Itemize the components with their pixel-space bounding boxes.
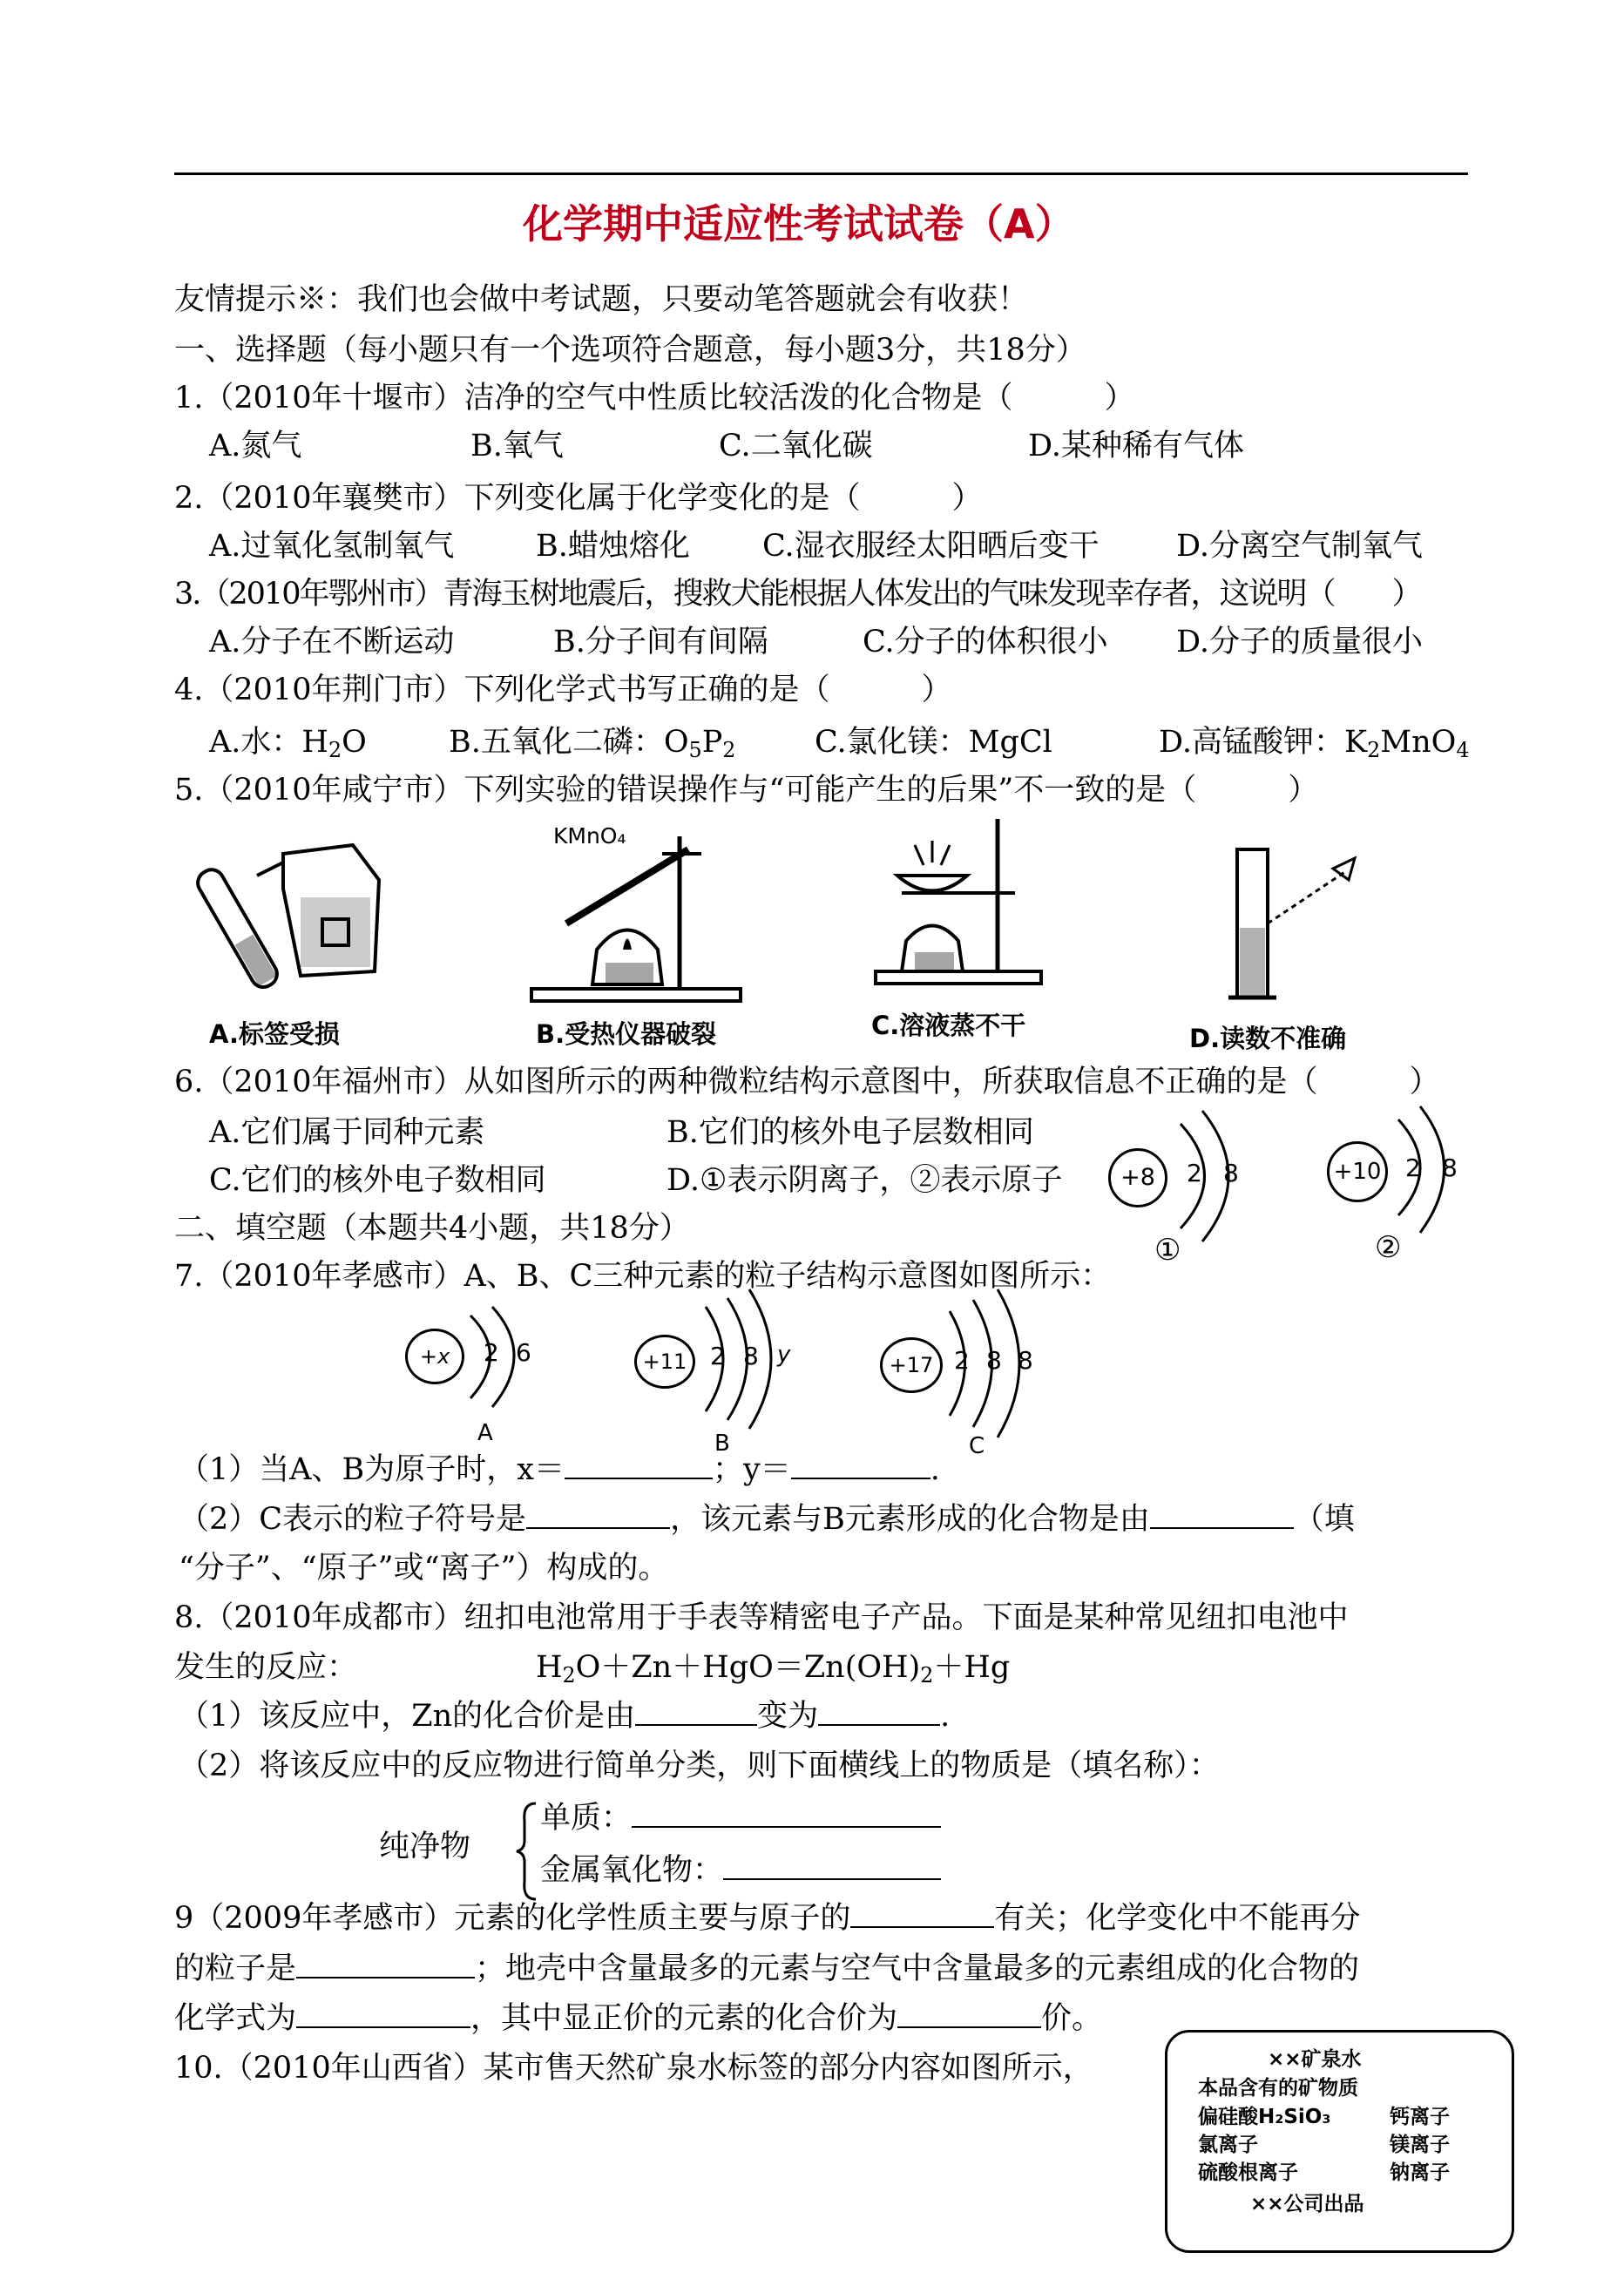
label-subtitle: 本品含有的矿物质 — [1198, 2077, 1358, 2100]
q1-option-c: C.二氧化碳 — [719, 429, 873, 463]
q8-metal-oxide-blank[interactable] — [723, 1878, 941, 1880]
q7-atomB-label: B — [714, 1431, 730, 1457]
q9-blank-2[interactable] — [296, 1977, 475, 1978]
section-2-heading: 二、填空题（本题共4小题，共18分） — [174, 1211, 690, 1246]
q4-stem: 4.（2010年荆门市）下列化学式书写正确的是（ ） — [174, 673, 952, 707]
q6-atom2-shell1: 2 — [1405, 1153, 1421, 1182]
label-company: ××公司出品 — [1250, 2193, 1364, 2215]
q8-pure-substance: 纯净物 — [379, 1830, 471, 1864]
q9-blank-4[interactable] — [897, 2026, 1041, 2028]
q8-part1: （1）该反应中，Zn的化合价是由 变为 . — [179, 1699, 951, 1734]
q4-option-c: C.氯化镁：MgCl — [815, 725, 1052, 760]
q10-stem: 10.（2010年山西省）某市售天然矿泉水标签的部分内容如图所示， — [174, 2051, 1093, 2086]
label-title: ××矿泉水 — [1268, 2048, 1362, 2071]
q6-atom1-nucleus: +8 — [1108, 1148, 1167, 1207]
q8-equation: $H_2O+Zn+HgO=Zn(OH)_2+Hg$ — [536, 1650, 1011, 1688]
q8-stem-cont: 发生的反应： — [174, 1650, 358, 1685]
q7-atomC-label: C — [969, 1433, 985, 1459]
q1-option-b: B.氧气 — [470, 429, 564, 463]
q5-caption-b: B.受热仪器破裂 — [536, 1019, 717, 1049]
q9-line2: 的粒子是 ；地壳中含量最多的元素与空气中含量最多的元素组成的化合物的 — [174, 1951, 1360, 1986]
q2-option-c: C.湿衣服经太阳晒后变干 — [762, 529, 1100, 564]
q7-atomA-nucleus: +x — [405, 1329, 464, 1384]
page-title: 化学期中适应性考试试卷（A） — [523, 200, 1075, 247]
q5-caption-c: C.溶液蒸不干 — [871, 1011, 1026, 1040]
q9-blank-3[interactable] — [296, 2026, 470, 2028]
q6-atom2-shell2: 8 — [1442, 1153, 1458, 1182]
q6-atom1-mark: ① — [1154, 1233, 1181, 1268]
label-item-magnesium: 镁离子 — [1390, 2134, 1450, 2156]
q8-from-blank[interactable] — [635, 1724, 757, 1726]
q5-caption-a: A.标签受损 — [209, 1019, 340, 1049]
q7-atomC-shell3: 8 — [1018, 1346, 1033, 1375]
q7-atomB-shell1: 2 — [710, 1342, 726, 1370]
q3-stem: 3.（2010年鄂州市）青海玉树地震后，搜救犬能根据人体发出的气味发现幸存者，这说明（ ） — [174, 577, 1421, 612]
q3-option-d: D.分子的质量很小 — [1176, 625, 1423, 659]
q7-part2-cont: “分子”、“原子”或“离子”）构成的。 — [179, 1551, 669, 1586]
q7-atomA-label: A — [477, 1420, 493, 1446]
q6-stem: 6.（2010年福州市）从如图所示的两种微粒结构示意图中，所获取信息不正确的是（ ） — [174, 1065, 1440, 1099]
q8-metal-oxide-row: 金属氧化物： — [540, 1851, 941, 1890]
label-item-sulfate: 硫酸根离子 — [1198, 2161, 1298, 2184]
q3-option-a: A.分子在不断运动 — [209, 625, 455, 659]
label-item-calcium: 钙离子 — [1390, 2106, 1450, 2128]
q5-figure-d — [1211, 832, 1385, 1015]
label-item-silicic-acid: 偏硅酸H₂SiO₃ — [1198, 2106, 1331, 2128]
label-item-sodium: 钠离子 — [1390, 2161, 1450, 2184]
q6-option-b: B.它们的核外电子层数相同 — [667, 1115, 1034, 1150]
q6-option-d: D.①表示阴离子，②表示原子 — [667, 1163, 1063, 1198]
q6-atom1-shell2: 8 — [1223, 1159, 1239, 1187]
q6-atom2-mark: ② — [1375, 1230, 1402, 1265]
q8-element-row: 单质： — [540, 1799, 941, 1837]
q5-figure-c — [867, 815, 1050, 989]
q5-kmno4-label: KMnO₄ — [553, 823, 626, 849]
q3-option-b: B.分子间有间隔 — [553, 625, 768, 659]
q8-brace — [514, 1799, 540, 1904]
mineral-water-label — [1165, 2030, 1514, 2253]
q1-option-a: A.氮气 — [209, 429, 302, 463]
q2-option-a: A.过氧化氢制氧气 — [209, 529, 455, 564]
q7-atomB-shell3: y — [777, 1342, 791, 1368]
tip-text: 友情提示※：我们也会做中考试题，只要动笔答题就会有收获！ — [174, 282, 1029, 317]
q8-element-blank[interactable] — [632, 1826, 941, 1828]
q4-option-a: A.水：$H_2O$ — [209, 725, 367, 762]
q8-part2: （2）将该反应中的反应物进行简单分类，则下面横线上的物质是（填名称）： — [179, 1748, 1220, 1783]
q4-option-b: B.五氧化二磷：$O_5P_2$ — [449, 725, 736, 762]
q5-figure-a — [187, 828, 388, 1002]
q5-caption-d: D.读数不准确 — [1189, 1024, 1347, 1053]
q4-option-d: D.高锰酸钾：$K_2MnO_4$ — [1159, 725, 1470, 762]
header-rule — [174, 172, 1468, 175]
q3-option-c: C.分子的体积很小 — [863, 625, 1108, 659]
q7-symbol-blank[interactable] — [526, 1527, 670, 1529]
q7-part1: （1）当A、B为原子时，x＝ ；y＝ . — [179, 1452, 940, 1487]
q9-blank-1[interactable] — [850, 1926, 994, 1928]
q6-option-a: A.它们属于同种元素 — [209, 1115, 485, 1150]
q7-y-blank[interactable] — [791, 1478, 930, 1479]
section-1-heading: 一、选择题（每小题只有一个选项符合题意，每小题3分，共18分） — [174, 333, 1086, 368]
q7-atomC-shell2: 8 — [986, 1346, 1002, 1375]
q7-part2: （2）C表示的粒子符号是 ，该元素与B元素形成的化合物是由 （填 — [179, 1502, 1355, 1537]
q9-line1: 9（2009年孝感市）元素的化学性质主要与原子的 有关；化学变化中不能再分 — [174, 1901, 1361, 1936]
q2-stem: 2.（2010年襄樊市）下列变化属于化学变化的是（ ） — [174, 481, 983, 516]
q2-option-d: D.分离空气制氧气 — [1176, 529, 1423, 564]
q7-atomA-shell1: 2 — [484, 1338, 499, 1367]
q7-x-blank[interactable] — [565, 1478, 713, 1479]
q7-stem: 7.（2010年孝感市）A、B、C三种元素的粒子结构示意图如图所示： — [174, 1259, 1112, 1294]
q7-atomA-shell2: 6 — [516, 1338, 531, 1367]
q6-atom2-nucleus: +10 — [1327, 1141, 1388, 1202]
q5-stem: 5.（2010年咸宁市）下列实验的错误操作与“可能产生的后果”不一致的是（ ） — [174, 773, 1319, 808]
q7-atomB-shell2: 8 — [743, 1342, 759, 1370]
q6-atom1-shell1: 2 — [1187, 1159, 1202, 1187]
q7-atomC-shell1: 2 — [954, 1346, 970, 1375]
q7-atomC-nucleus: +17 — [880, 1337, 943, 1393]
q6-option-c: C.它们的核外电子数相同 — [209, 1163, 546, 1198]
q8-to-blank[interactable] — [818, 1724, 940, 1726]
q8-stem: 8.（2010年成都市）纽扣电池常用于手表等精密电子产品。下面是某种常见纽扣电池中 — [174, 1600, 1349, 1635]
q1-stem: 1.（2010年十堰市）洁净的空气中性质比较活泼的化合物是（ ） — [174, 381, 1135, 416]
q7-composition-blank[interactable] — [1150, 1527, 1294, 1529]
q7-atomB-nucleus: +11 — [634, 1335, 695, 1389]
q9-line3: 化学式为 ，其中显正价的元素的化合价为 价。 — [174, 2001, 1103, 2036]
q1-option-d: D.某种稀有气体 — [1028, 429, 1244, 463]
q2-option-b: B.蜡烛熔化 — [536, 529, 690, 564]
label-item-chloride: 氯离子 — [1198, 2134, 1258, 2156]
